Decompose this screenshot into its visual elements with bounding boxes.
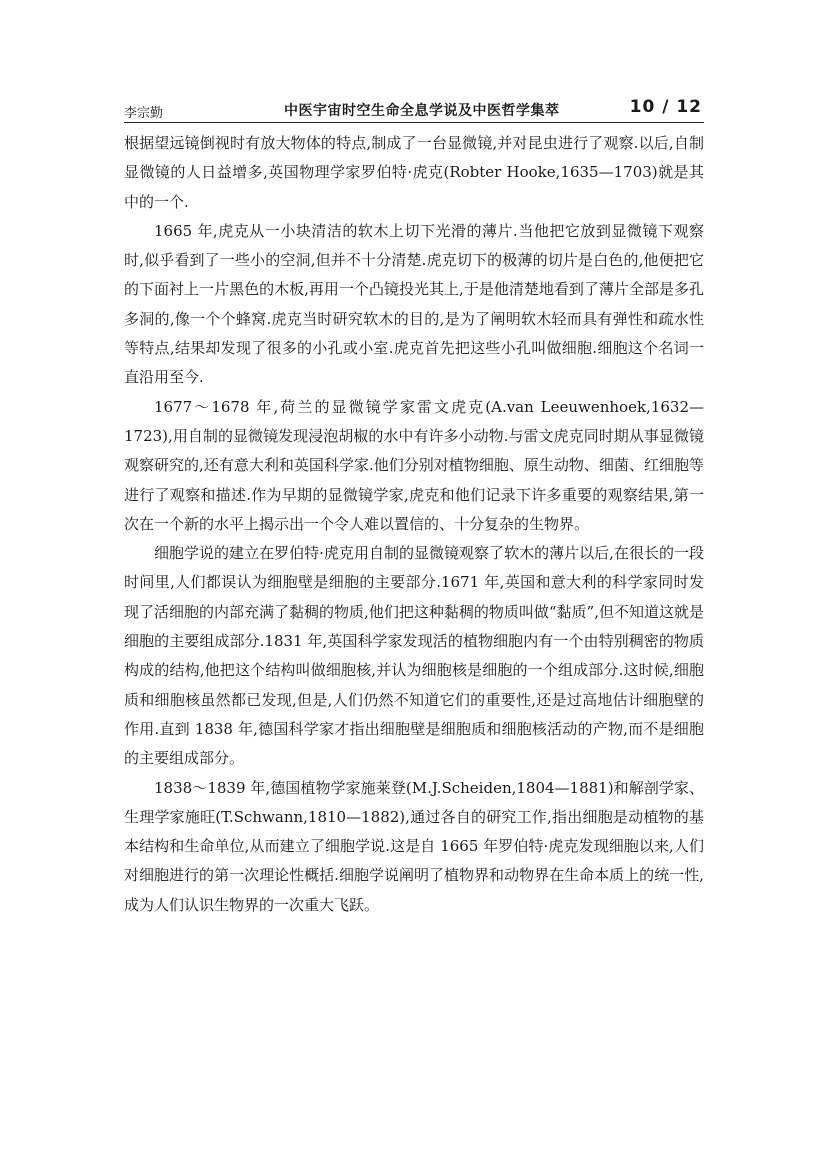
page-header	[124, 96, 704, 123]
paragraph-4: 细胞学说的建立在罗伯特·虎克用自制的显微镜观察了软木的薄片以后,在很长的一段时间里,人们都误认为细胞壁是细胞的主要部分.1671 年,英国和意大利的科学家同时发现了活细胞的内部充满了黏稠的物质,他们把这种黏稠的物质叫做“黏质”,但不知道这就是细胞的主要组成部分.1831 年,英国科学家发现活的植物细胞内有一个由特别稠密的物质构成的结构,他把这个结构叫做细胞核,并认为细胞核是细胞的一个组成部分.这时候,细胞质和细胞核虽然都已发现,但是,人们仍然不知道它们的重要性,还是过高地估计细胞壁的作用.直到 1838 年,德国科学家才指出细胞壁是细胞质和细胞核活动的产物,而不是细胞的主要组成部分。	[124, 544, 704, 768]
paragraph-2: 1665 年,虎克从一小块清洁的软木上切下光滑的薄片.当他把它放到显微镜下观察时,似乎看到了一些小的空洞,但并不十分清楚.虎克切下的极薄的切片是白色的,他便把它的下面衬上一片黑色的木板,再用一个凸镜投光其上,于是他清楚地看到了薄片全部是多孔多洞的,像一个个蜂窝.虎克当时研究软木的目的,是为了阐明软木轻而具有弹性和疏水性等特点,结果却发现了很多的小孔或小室.虎克首先把这些小孔叫做细胞.细胞这个名词一直沿用至今.	[124, 221, 704, 387]
header-title: 中医宇宙时空生命全息学说及中医哲学集萃	[284, 103, 560, 119]
paragraph-1: 根据望远镜倒视时有放大物体的特点,制成了一台显微镜,并对昆虫进行了观察.以后,自制显微镜的人日益增多,英国物理学家罗伯特·虎克(Robter Hooke,1635—1703)就是其中的一个.	[124, 134, 704, 211]
document-page	[124, 96, 704, 920]
page-number: 10 / 12	[629, 97, 702, 117]
header-author: 李宗勤	[124, 106, 164, 121]
body-text	[124, 129, 704, 920]
paragraph-3: 1677～1678 年,荷兰的显微镜学家雷文虎克(A.van Leeuwenhoek,1632—1723),用自制的显微镜发现浸泡胡椒的水中有许多小动物.与雷文虎克同时期从事显微镜观察研究的,还有意大利和英国科学家.他们分别对植物细胞、原生动物、细菌、红细胞等进行了观察和描述.作为早期的显微镜学家,虎克和他们记录下许多重要的观察结果,第一次在一个新的水平上揭示出一个令人难以置信的、十分复杂的生物界。	[124, 397, 704, 533]
paragraph-5: 1838～1839 年,德国植物学家施莱登(M.J.Scheiden,1804—1881)和解剖学家、生理学家施旺(T.Schwann,1810—1882),通过各自的研究工作,指出细胞是动植物的基本结构和生命单位,从而建立了细胞学说.这是自 1665 年罗伯特·虎克发现细胞以来,人们对细胞进行的第一次理论性概括.细胞学说阐明了植物界和动物界在生命本质上的统一性,成为人们认识生物界的一次重大飞跃。	[124, 778, 704, 914]
